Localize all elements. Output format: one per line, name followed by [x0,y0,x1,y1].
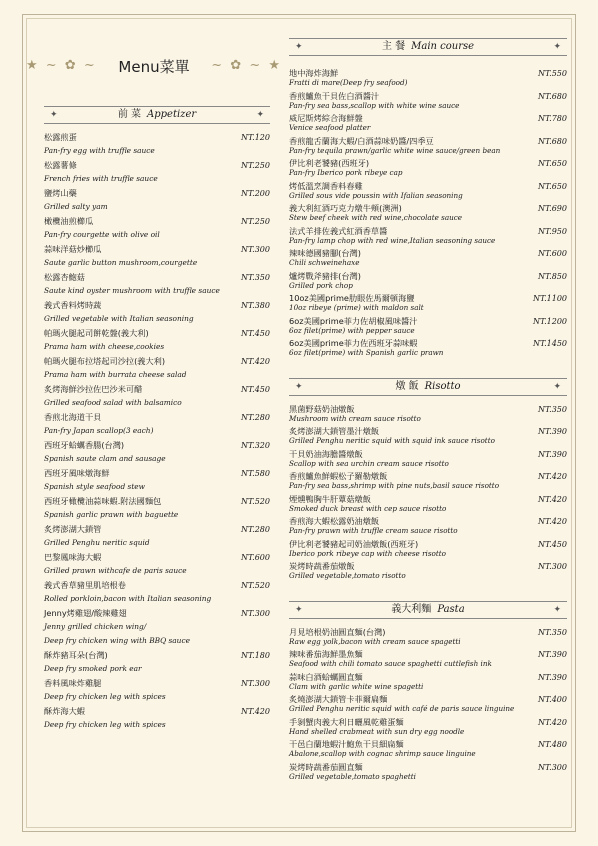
menu-item-price: NT.1450 [532,339,567,348]
menu-item-description: Pan-fry sea bass,scallop with white wine sauce [289,100,460,110]
menu-item-price: NT.1200 [532,316,567,326]
menu-item-name: 香煎鱸魚鮮蝦松子羅勒燉飯 [289,471,388,481]
menu-item [289,181,567,204]
menu-item [289,627,567,650]
menu-item [44,356,270,384]
menu-item [44,272,270,300]
pasta-list [289,627,567,785]
menu-item [44,650,270,678]
star-icon: ✦ [553,42,561,52]
menu-item-price: NT.420 [538,517,567,526]
menu-item-description: Grilled Penghu neritic squid with café de paris sauce linguine [289,704,515,713]
menu-item-name: 義大利紅酒巧克力燉牛頰(澳洲) [289,203,402,213]
menu-item [289,68,567,91]
menu-item-description: Mushroom with cream sauce risotto [289,413,421,423]
menu-item-description: Saute kind oyster mushroom with truffle sauce [44,285,220,295]
menu-item-price: NT.180 [241,651,270,660]
star-icon: ✦ [553,381,561,392]
menu-item-description: Pan-fry prawn with truffle cream sauce risotto [289,526,458,535]
main-course-header: ✦ 主 餐 Main course ✦ [289,38,567,56]
main-course-list [289,68,567,361]
menu-item [44,160,270,188]
menu-item-name: 香料風味炸雞腿 [44,678,102,688]
menu-item [289,672,567,695]
menu-item [44,412,270,440]
menu-item-description: 6oz filet(prime) with Spanish garlic prawn [289,348,444,357]
menu-item-name: 伊比利老饕豬(西班牙) [289,158,370,168]
menu-item [44,706,270,734]
menu-item [289,426,567,449]
menu-item-description: 10oz ribeye (prime) with maldon salt [289,303,424,312]
menu-item-description: Pan-fry tequila prawn/garlic white wine sauce/green bean [289,145,501,155]
menu-item-price: NT.390 [538,672,567,682]
menu-item [44,496,270,524]
menu-item-name: 帕瑪火腿起司餅乾盤(義大利) [44,328,149,338]
menu-item-description: Spanish saute clam and sausage [44,453,166,463]
menu-item [289,516,567,539]
menu-item-price: NT.650 [538,159,567,168]
menu-item-description: Pan-fry egg with truffle sauce [44,145,155,155]
menu-item [44,216,270,244]
menu-item-description: Grilled prawn withcafe de paris sauce [44,565,187,575]
menu-item-name: 威尼斯烤綜合海鮮盤 [289,113,363,123]
menu-item [44,440,270,468]
menu-item-price: NT.350 [241,273,270,282]
menu-item [44,132,270,160]
menu-item-name: 月見培根奶油圓直麵(台灣) [289,626,386,637]
menu-item [44,328,270,356]
menu-item-description: Grilled Penghu neritic squid [44,537,150,547]
menu-item-name: 帕瑪火腿布拉塔起司沙拉(義大利) [44,356,166,366]
menu-item-name: 黑菌野菇奶油燉飯 [289,403,355,414]
menu-item-description: Pan-fry courgette with olive oil [44,229,160,239]
menu-item-price: NT.250 [241,217,270,226]
menu-item-description: Stew beef cheek with red wine,chocolate sauce [289,213,463,222]
menu-item-price: NT.450 [241,385,270,394]
menu-item-name: 西班牙蛤蠣香腸(台灣) [44,440,125,450]
star-icon: ✦ [50,110,58,120]
menu-item-name: Jenny烤雞翅/酸辣雞翅 [44,608,127,618]
menu-item [44,188,270,216]
menu-item [289,136,567,159]
menu-item-name: 蒜味洋菇炒櫛瓜 [44,244,102,254]
menu-item-description: Deep fry chicken leg with spices [44,691,166,701]
star-icon: ✦ [295,604,303,615]
menu-item-price: NT.420 [241,707,270,716]
menu-item-price: NT.780 [538,114,567,123]
menu-item-description: Grilled seafood salad with balsamico [44,397,182,407]
menu-item-name: 辣味德國豬腳(台灣) [289,248,361,258]
menu-item-name: 鹽烤山藥 [44,188,77,198]
menu-item-description: Clam with garlic white wine spagetti [289,681,424,691]
menu-item-name: 炭烤時蔬番茄燉飯 [289,561,355,571]
menu-item [289,561,567,584]
menu-item-price: NT.850 [538,271,567,281]
menu-item-description: Deep fry chicken leg with spices [44,719,166,729]
menu-item-name: 義式香料烤時蔬 [44,300,102,310]
menu-item-description: Pan-fry Iberico pork ribeye cap [289,168,403,177]
menu-item-name: 香煎海大蝦松露奶油燉飯 [289,516,380,526]
menu-item-description: Grilled salty yam [44,201,108,211]
menu-item-price: NT.520 [241,497,270,506]
menu-item-name: 爐烤戰斧豬排(台灣) [289,270,361,281]
flourish-left-icon: ★ ~ ✿ ~ [26,58,97,73]
menu-item-name: 炙烤澎湖大鎖管墨汁燉飯 [289,426,380,436]
menu-item-price: NT.950 [538,226,567,236]
menu-item-description: Hand shelled crabmeat with sun dry egg noodle [289,726,465,736]
menu-item-name: 酥炸海大蝦 [44,706,85,716]
menu-item-price: NT.690 [538,204,567,213]
menu-item-description: Spanish garlic prawn with baguette [44,509,179,519]
menu-item-price: NT.480 [538,740,567,749]
menu-item-name: 香煎北海道干貝 [44,412,102,422]
menu-item-name: 伊比利老饕豬起司奶油燉飯(西班牙) [289,538,419,549]
menu-item-name: 辣味番茄海鮮墨魚麵 [289,649,363,659]
menu-item-description: Grilled vegetable with Italian seasoning [44,313,194,323]
menu-item-name: 義式香草豬里肌培根卷 [44,580,126,590]
menu-item-description: Fratti di mare(Deep fry seafood) [289,78,408,87]
menu-item-name: 6oz美國prime菲力佐胡椒風味醬汁 [289,315,418,326]
menu-item-description: Seafood with chili tomato sauce spaghetti cuttlefish ink [289,659,492,668]
menu-item-description: 6oz filet(prime) with pepper sauce [289,325,415,335]
menu-item-price: NT.420 [538,472,567,481]
page-title: Menu菜單 [118,58,190,76]
appetizer-list [44,132,270,734]
menu-item-price: NT.390 [538,449,567,459]
menu-item-name: 蒜味白酒蛤蠣圓直麵 [289,671,363,682]
menu-item-name: 酥炸豬耳朵(台灣) [44,650,108,660]
menu-item [44,678,270,706]
menu-item-name: 烤低溫烹調香料春雞 [289,180,363,191]
menu-item-description: Abalone,scallop with cognac shrimp sauce linguine [289,749,476,758]
menu-item [44,300,270,328]
menu-item-name: 松露煎蛋 [44,132,77,142]
menu-item-price: NT.350 [538,627,567,637]
menu-item [289,494,567,517]
menu-item-description: Prama ham with burrata cheese salad [44,369,187,379]
menu-item-name: 香煎龍舌蘭海大蝦/白酒蒜味奶醬/四季豆 [289,135,434,146]
menu-item [44,608,270,650]
menu-item-price: NT.300 [538,562,567,571]
menu-item-description: Prama ham with cheese,cookies [44,341,165,351]
menu-item [289,539,567,562]
appetizer-header: ✦ 前 菜 Appetizer ✦ [44,106,270,124]
menu-item-name: 松露薯條 [44,160,77,170]
right-column [289,38,567,784]
menu-item [289,293,567,316]
menu-item [289,271,567,294]
pasta-header: ✦ 義大利麵 Pasta ✦ [289,601,567,619]
menu-item-price: NT.300 [241,245,270,254]
menu-item-price: NT.550 [538,69,567,78]
star-icon: ✦ [553,604,561,615]
menu-item-description: Grilled sous vide poussin with Ifalian seasoning [289,190,463,200]
menu-item-description: Pan-fry lamp chop with red wine,Italian seasoning sauce [289,235,496,245]
menu-item [289,248,567,271]
menu-item-description: Pan-fry Japan scallop(3 each) [44,425,154,435]
menu-item [289,113,567,136]
star-icon: ✦ [295,381,303,392]
menu-item-price: NT.380 [241,301,270,310]
menu-item [289,694,567,717]
menu-item-name: 巴黎鳳味海大蝦 [44,552,102,562]
menu-item [289,338,567,361]
menu-item-name: 橄欖油煎櫛瓜 [44,216,94,226]
menu-item-description: Grilled vegetable,tomato spaghetti [289,771,416,781]
menu-item-name: 地中海炸海鮮 [289,68,339,78]
menu-item-name: 干邑白蘭地蝦汁鮑魚干貝細扁麵 [289,739,404,749]
menu-item-price: NT.580 [241,469,270,478]
menu-item-price: NT.120 [241,133,270,142]
menu-item-name: 手剝蟹肉義大利日曬風乾雞蛋麵 [289,716,404,727]
menu-item-description: Spanish style seafood stew [44,481,146,491]
risotto-header: ✦ 燉 飯 Risotto ✦ [289,378,567,396]
menu-item [44,468,270,496]
menu-item-price: NT.450 [241,329,270,338]
menu-item-name: 干貝奶油海膽醬燉飯 [289,448,363,459]
menu-item-description: Deep fry smoked pork ear [44,663,142,673]
appetizer-column [44,106,270,734]
menu-item-price: NT.300 [241,679,270,688]
menu-item-price: NT.420 [538,494,567,504]
menu-item-description: Chili schweinehaxe [289,258,360,267]
menu-item-price: NT.320 [241,441,270,450]
menu-item-price: NT.300 [538,762,567,772]
menu-item [289,649,567,672]
menu-item-description: Pan-fry sea bass,shrimp with pine nuts,basil sauce risotto [289,481,500,490]
menu-item-price: NT.600 [538,249,567,258]
menu-item-name: 煙燻鴨胸牛肝蕈菇燉飯 [289,493,371,504]
menu-item-description: Rolled porkloin,bacon with Italian seasoning [44,593,212,603]
menu-item-description: Grilled Penghu neritic squid with squid ink sauce risotto [289,436,495,445]
menu-item-price: NT.250 [241,161,270,170]
menu-item-description: Grilled pork chop [289,280,353,290]
menu-item-price: NT.390 [538,650,567,659]
menu-item-name: 松露杏鮑菇 [44,272,85,282]
star-icon: ✦ [295,42,303,52]
menu-item-description: French fries with truffle sauce [44,173,158,183]
menu-item-price: NT.650 [538,181,567,191]
menu-item [289,226,567,249]
menu-item [44,524,270,552]
menu-item-description: Venice seafood platter [289,123,371,132]
menu-item [289,762,567,785]
menu-item-name: 炙燒澎湖大鎖管卡菲爾扁麵 [289,694,388,704]
flourish-right-icon: ~ ✿ ~ ★ [211,58,282,73]
menu-item-name: 6oz美國prime菲力佐西班牙蒜味蝦 [289,338,418,348]
menu-item [289,91,567,114]
menu-item-name: 法式羊排佐義式紅酒香草醬 [289,225,388,236]
menu-item [289,404,567,427]
menu-item-name: 炙烤澎湖大鎖管 [44,524,102,534]
menu-item [44,552,270,580]
menu-item [44,384,270,412]
menu-item [289,739,567,762]
menu-item-price: NT.300 [241,609,270,618]
menu-item [289,449,567,472]
menu-item-description: Jenny grilled chicken wing/ [44,621,147,631]
risotto-list [289,404,567,584]
menu-item-description: Raw egg yolk,bacon with cream sauce spagetti [289,636,461,646]
menu-item-price: NT.400 [538,695,567,704]
menu-item-name: 炙烤海鮮沙拉佐巴沙米可醋 [44,384,143,394]
menu-item-price: NT.680 [538,91,567,101]
menu-item-price: NT.350 [538,404,567,414]
menu-item-description: Deep fry chicken wing with BBQ sauce [44,635,190,645]
menu-item-price: NT.420 [241,357,270,366]
menu-item [289,717,567,740]
menu-item-price: NT.390 [538,427,567,436]
menu-item [289,471,567,494]
menu-item-description: Scallop with sea urchin cream sauce risotto [289,458,449,468]
menu-item [289,316,567,339]
menu-item-description: Iberico pork ribeye cap with cheese risotto [289,548,446,558]
menu-item-price: NT.1100 [532,294,567,303]
menu-item-description: Smoked duck breast with cep sauce risotto [289,503,447,513]
menu-item [44,244,270,272]
menu-item-price: NT.420 [538,717,567,727]
menu-item-description: Saute garlic button mushroom,courgette [44,257,198,267]
menu-item-name: 西班牙風味燉海鮮 [44,468,110,478]
menu-item [289,203,567,226]
menu-item-name: 香煎鱸魚干貝佐白酒醬汁 [289,90,380,101]
menu-item [289,158,567,181]
menu-item-price: NT.280 [241,413,270,422]
star-icon: ✦ [256,110,264,120]
menu-item [44,580,270,608]
menu-item-price: NT.520 [241,581,270,590]
menu-item-price: NT.600 [241,553,270,562]
menu-item-price: NT.680 [538,136,567,146]
menu-item-price: NT.280 [241,525,270,534]
menu-item-name: 10oz美國prime肋眼佐馬爾頓海鹽 [289,293,415,303]
menu-item-price: NT.450 [538,539,567,549]
menu-title-banner [26,52,282,80]
menu-item-name: 西班牙橄欖油蒜味蝦.附法國麵包 [44,496,162,506]
menu-item-price: NT.200 [241,189,270,198]
menu-item-name: 炭烤時蔬番茄圓直麵 [289,761,363,772]
menu-item-description: Grilled vegetable,tomato risotto [289,571,406,580]
